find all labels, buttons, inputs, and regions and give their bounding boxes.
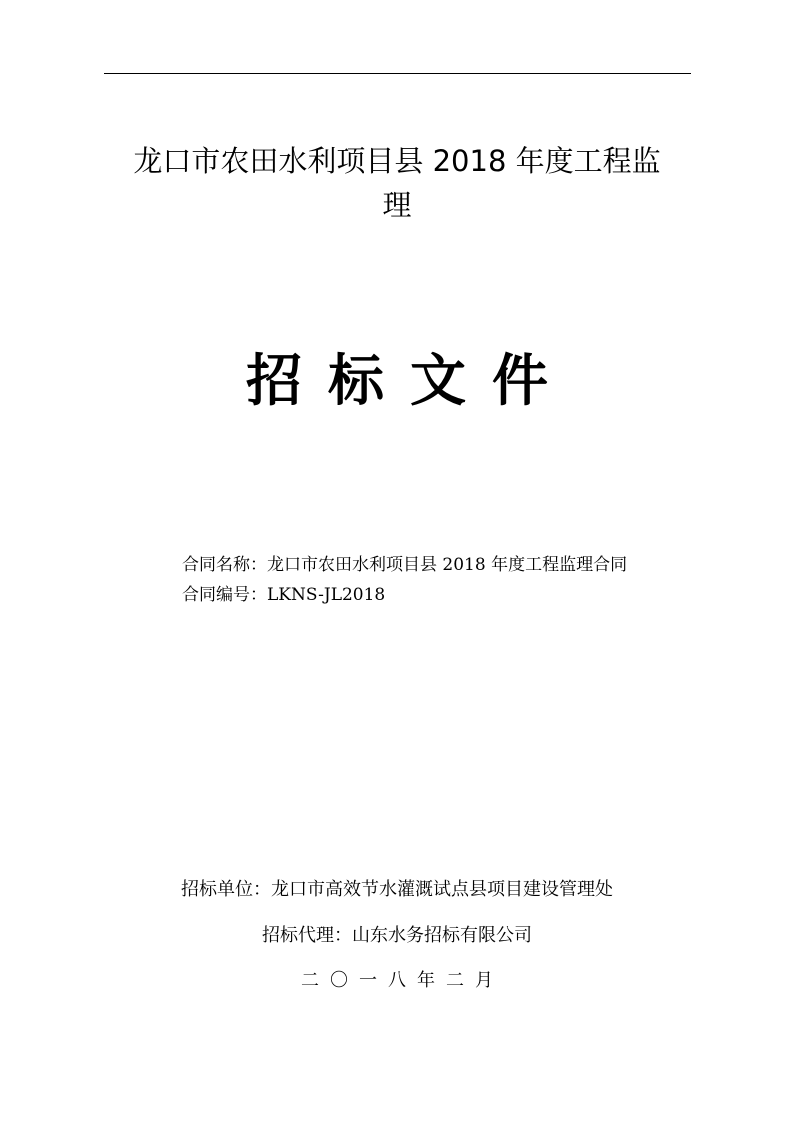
tendering-unit [0,875,794,901]
document-date: 二〇一八年二月 [301,970,504,991]
document-title [0,139,794,227]
tendering-unit-value: 龙口市高效节水灌溉试点县项目建设管理处 [271,879,613,900]
contract-number-row [182,580,627,610]
tendering-unit-label: 招标单位： [181,879,271,900]
contract-name-row [182,550,627,580]
document-heading: 招标文件 [246,349,574,414]
contract-name-value: 龙口市农田水利项目县 2018 年度工程监理合同 [267,555,628,575]
title-line-2: 理 [382,188,412,222]
tendering-agent-value: 山东水务招标有限公司 [352,925,532,946]
tendering-agent-label: 招标代理： [262,925,352,946]
header-rule [104,73,691,74]
tendering-agent [0,921,794,947]
contract-number-value: LKNS-JL2018 [267,585,386,605]
contract-name-label: 合同名称： [182,555,267,575]
contract-number-label: 合同编号： [182,585,267,605]
title-line-1: 龙口市农田水利项目县 2018 年度工程监 [133,144,661,178]
contract-info [182,550,627,610]
